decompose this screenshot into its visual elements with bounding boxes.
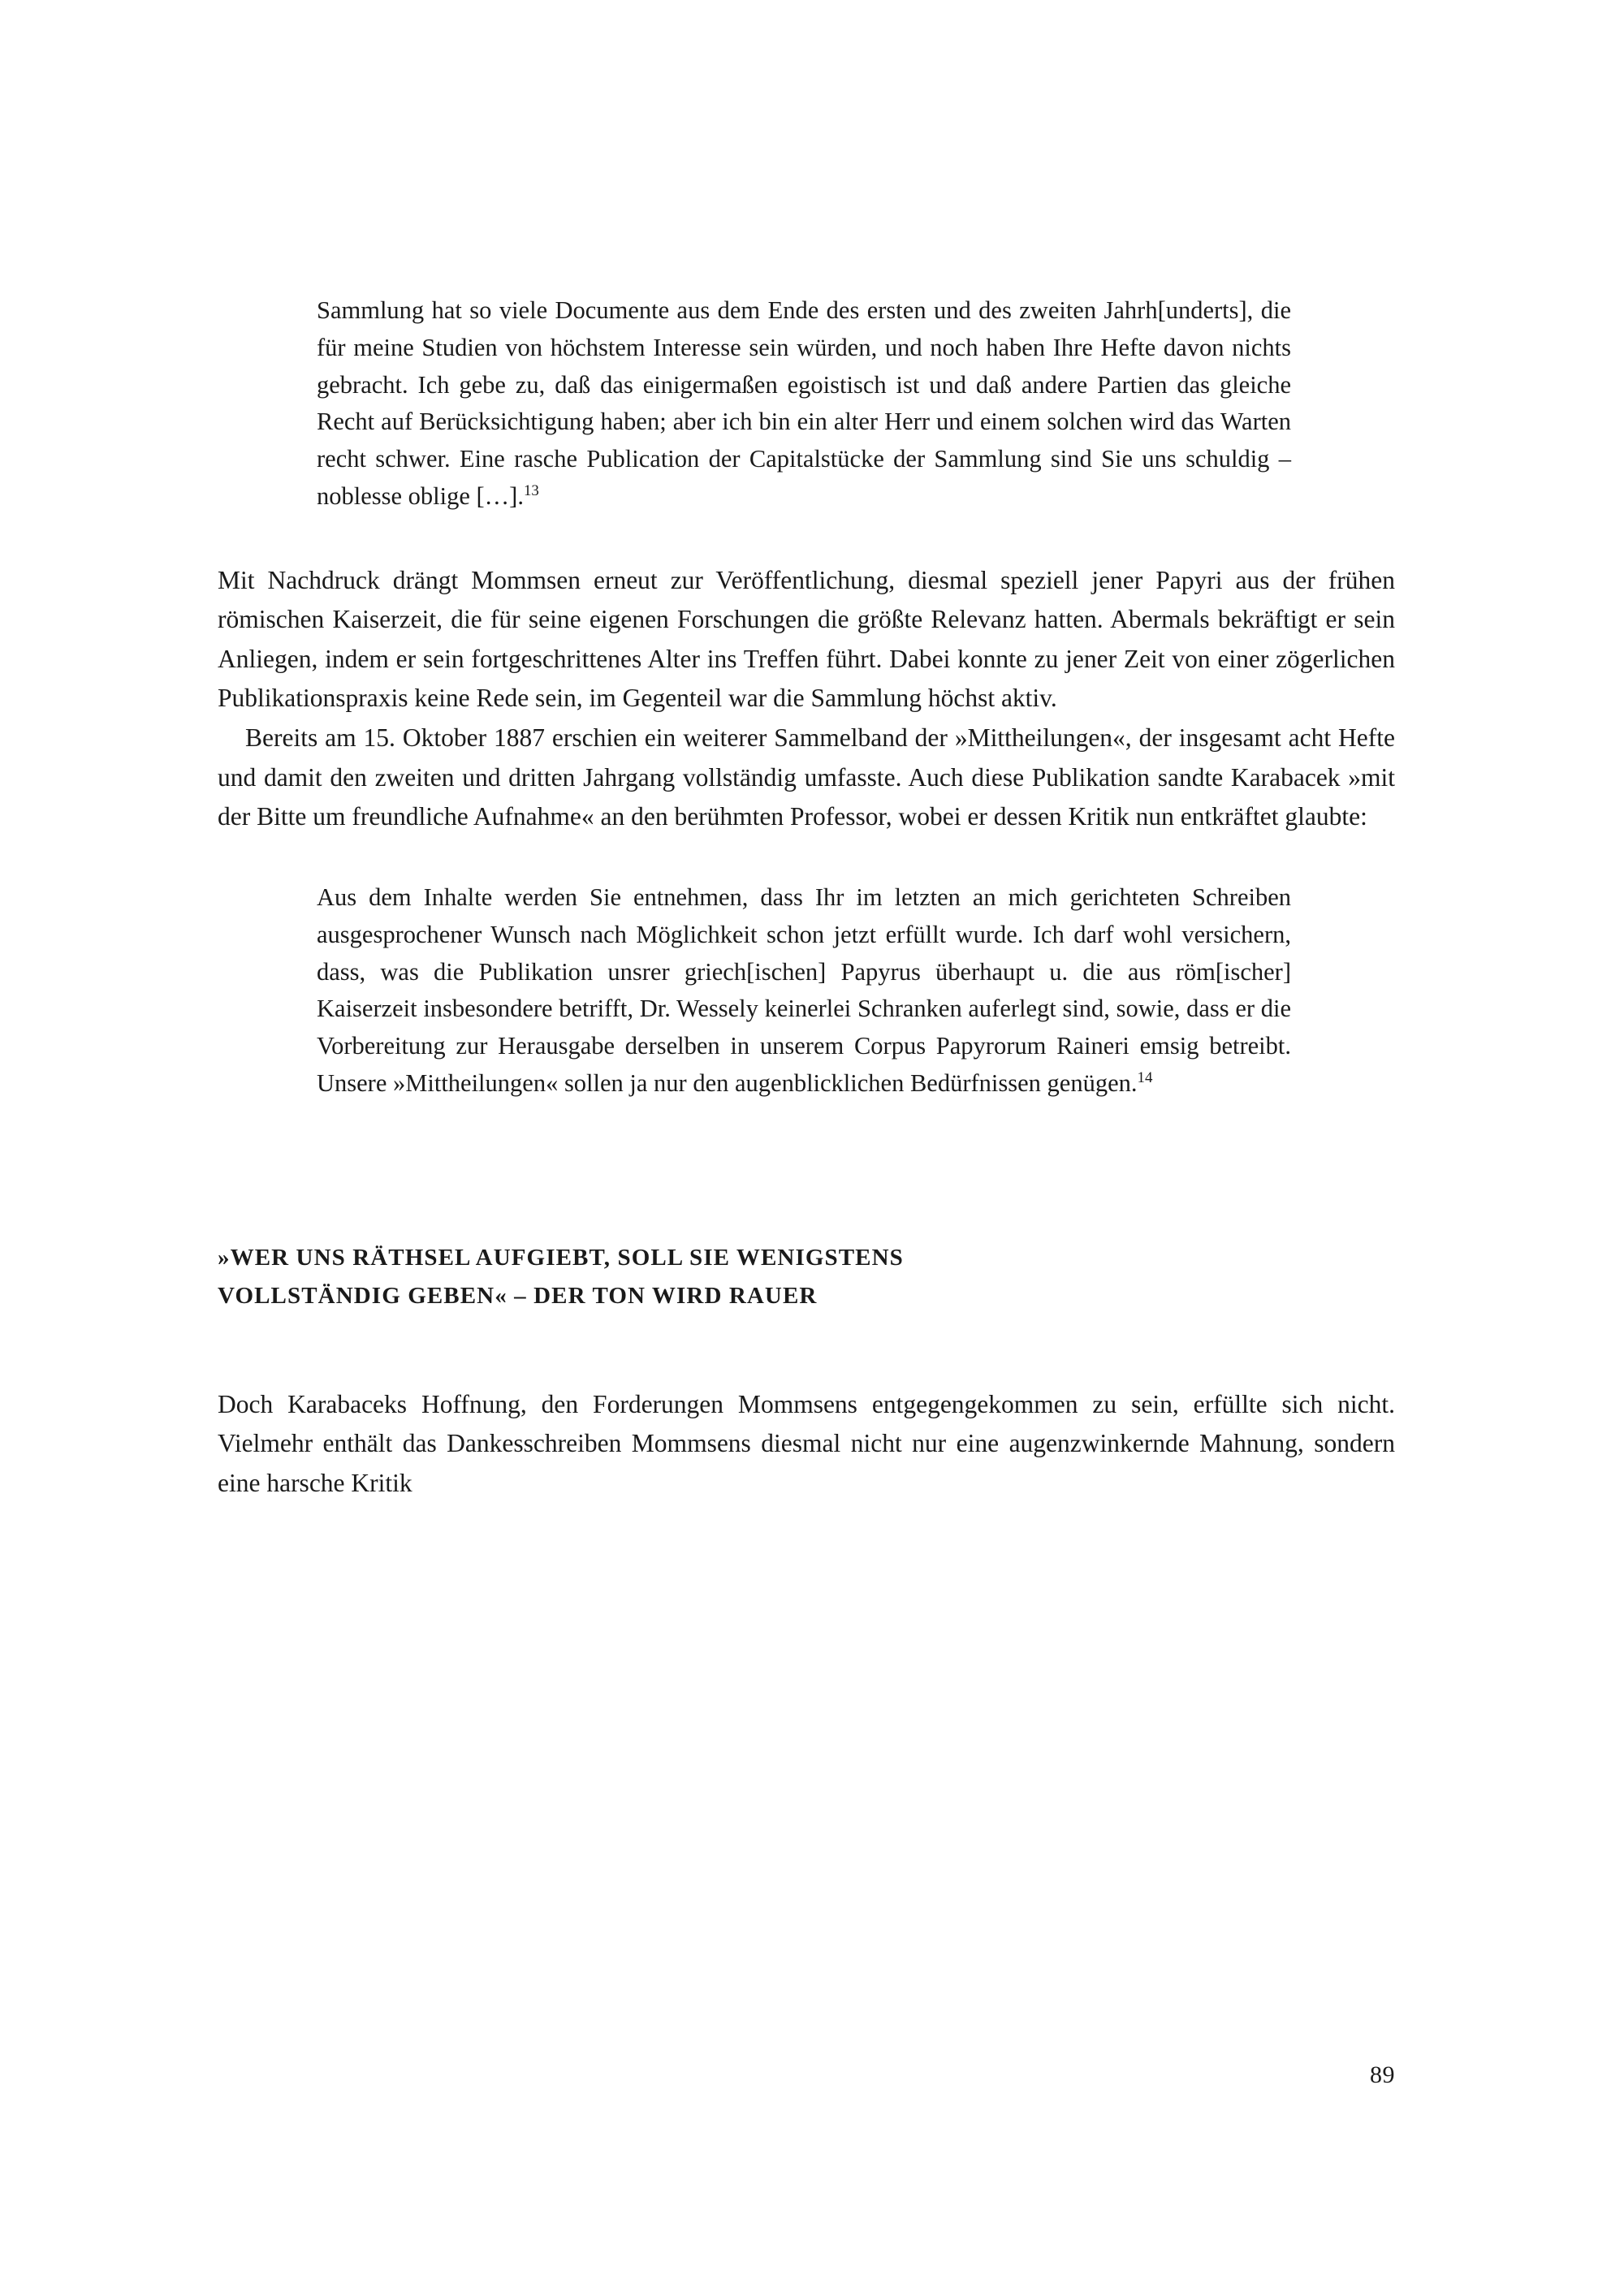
page-number: 89	[1370, 2061, 1395, 2088]
spacer	[218, 837, 1395, 879]
section-heading	[218, 1239, 1395, 1315]
section-heading-line-2: VOLLSTÄNDIG GEBEN« – DER TON WIRD RAUER	[218, 1282, 818, 1309]
body-paragraph-1: Mit Nachdruck drängt Mommsen erneut zur Veröffentlichung, diesmal speziell jener Papyri aus der frühen römischen Kaiserzeit, die für seine eigenen Forschungen die größte Relevanz hatten. Abermals bekräftigt er sein Anliegen, indem er sein fortgeschrittenes Alter ins Treffen führt. Dabei konnte zu jener Zeit von einer zögerlichen Publikationspraxis keine Rede sein, im Gegenteil war die Sammlung höchst aktiv.	[218, 565, 1395, 713]
blockquote-mommsen-1	[317, 292, 1291, 516]
blockquote-karabacek-1	[317, 879, 1291, 1103]
page-content	[218, 292, 1395, 1504]
body-paragraph-3: Doch Karabaceks Hoffnung, den Forderungen Mommsens entgegengekommen zu sein, erfüllte sich nicht. Vielmehr enthält das Dankesschreiben Mommsens diesmal nicht nur eine augenzwinkernde Mahnung, sondern eine harsche Kritik	[218, 1389, 1395, 1497]
section-heading-line-1: »WER UNS RÄTHSEL AUFGIEBT, SOLL SIE WENIGSTENS	[218, 1244, 904, 1271]
footnote-marker: 14	[1137, 1068, 1153, 1086]
spacer	[218, 1315, 1395, 1385]
spacer	[218, 516, 1395, 561]
body-paragraph-2: Bereits am 15. Oktober 1887 erschien ein weiterer Sammelband der »Mittheilungen«, der insgesamt acht Hefte und damit den zweiten und dritten Jahrgang vollständig umfasste. Auch diese Publikation sandte Karabacek »mit der Bitte um freundliche Aufnahme« an den berühmten Professor, wobei er dessen Kritik nun entkräftet glaubte:	[218, 723, 1395, 831]
blockquote-text: Aus dem Inhalte werden Sie entnehmen, dass Ihr im letzten an mich gerichteten Schreiben ausgesprochener Wunsch nach Möglichkeit schon jetzt erfüllt wurde. Ich darf wohl versichern, dass, was die Publikation unsrer griech[ischen] Papyrus überhaupt u. die aus röm[ischer] Kaiserzeit insbesondere betrifft, Dr. Wessely keinerlei Schranken auferlegt sind, sowie, dass er die Vorbereitung zur Herausgabe derselben in unserem Corpus Papyrorum Raineri emsig betreibt. Unsere »Mittheilungen« sollen ja nur den augenblicklichen Bedürfnissen genügen.$^{14}$	[317, 883, 1291, 1097]
spacer	[218, 1103, 1395, 1239]
footnote-marker: 13	[523, 481, 539, 499]
blockquote-text: Sammlung hat so viele Documente aus dem Ende des ersten und des zweiten Jahrh[underts], die für meine Studien von höchstem Interesse sein würden, und noch haben Ihre Hefte davon nichts gebracht. Ich gebe zu, daß das einigermaßen egoistisch ist und daß andere Partien das gleiche Recht auf Berücksichtigung haben; aber ich bin ein alter Herr und einem solchen wird das Warten recht schwer. Eine rasche Publication der Capitalstücke der Sammlung sind Sie uns schuldig – noblesse oblige […].$^{13}$	[317, 296, 1291, 510]
